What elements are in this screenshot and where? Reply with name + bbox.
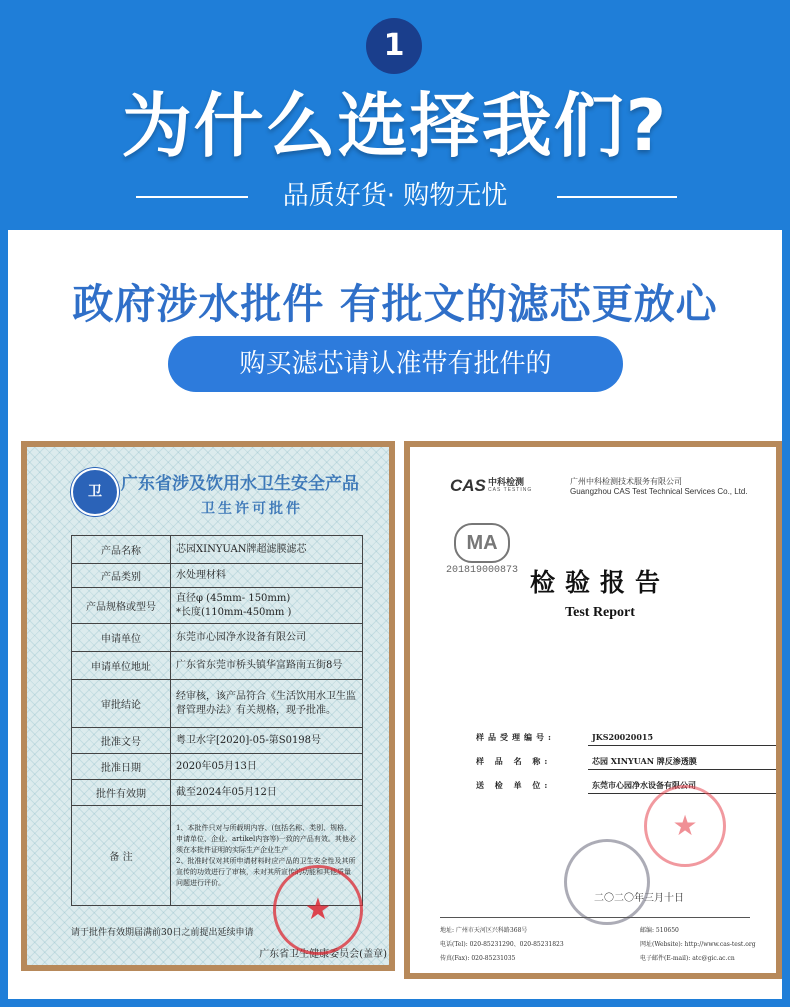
content-frame: [0, 230, 790, 1007]
row-value: 直径φ (45mm- 150mm) *长度(110mm-450mm ): [171, 588, 363, 624]
report-field-value: JKS20020015: [588, 730, 776, 746]
certificate-title: 广东省涉及饮用水卫生安全产品: [121, 474, 359, 494]
health-emblem-icon: 卫: [71, 468, 119, 516]
cma-number: 201819000873: [446, 565, 519, 576]
headline: 政府涉水批件 有批文的滤芯更放心: [72, 280, 718, 328]
row-value: 2020年05月13日: [171, 754, 363, 780]
page-subtitle: 品质好货· 购物无忧: [282, 181, 508, 211]
row-value: 芯园XINYUAN牌超滤膜滤芯: [171, 536, 363, 564]
institution-seal-icon: [564, 839, 650, 925]
report-paper: [410, 447, 776, 973]
report-field-label: 样品受理编号:: [476, 732, 555, 742]
table-row: [72, 728, 363, 754]
row-value: 粤卫水字[2020]-05-第S0198号: [171, 728, 363, 754]
row-value: 水处理材料: [171, 564, 363, 588]
section-number-badge: 1: [366, 18, 422, 74]
report-footer-fax: 传真(Fax): 020-85231035: [440, 955, 516, 962]
certificate-subtitle: 卫生许可批件: [201, 501, 303, 517]
table-row: [72, 624, 363, 652]
report-footer-tel: 电话(Tel): 020-85231290、020-85231823: [440, 941, 564, 948]
cma-mark-icon: MA: [454, 523, 510, 563]
certificate-renewal-note: 请于批件有效期届满前30日之前提出延续申请: [71, 928, 254, 938]
report-field-label: 送 检 单 位:: [476, 780, 552, 790]
cas-name-cn: 中科检测: [488, 477, 525, 487]
report-footer-email: 电子邮件(E-mail): atc@gic.ac.cn: [640, 955, 735, 962]
report-title: 检验报告: [529, 568, 670, 597]
report-date: 二〇二〇年三月十日: [594, 893, 684, 904]
report-title-en: Test Report: [565, 605, 635, 620]
row-value: 1、本批件只对与所载明内容、(包括名称、类别、规格、申请单位、企业、artikel内容等)一致的产品有效。其他必须在本批件证明的实际生产企业生产 2、批准时仅对其所申请材料时应产品的卫生安全性及其所宣传的功效进行了审核，未对其所宣传的功能和其他质量问题进行评价。: [171, 806, 363, 906]
report-field-value: 芯园 XINYUAN 牌反渗透膜: [588, 754, 776, 770]
header-banner: [0, 0, 790, 230]
table-row: [72, 780, 363, 806]
certificate-paper: [27, 447, 389, 965]
table-row: [72, 754, 363, 780]
report-footer-postcode: 邮编: 510650: [640, 927, 679, 934]
row-label: 产品名称: [72, 536, 171, 564]
certificate-issuer: 广东省卫生健康委员会(盖章): [259, 949, 387, 960]
report-field: [476, 754, 776, 768]
row-value: 经审核，该产品符合《生活饮用水卫生监督管理办法》有关规格，现予批准。: [171, 680, 363, 728]
row-label: 产品规格或型号: [72, 588, 171, 624]
row-label: 审批结论: [72, 680, 171, 728]
certificate-table: [71, 535, 363, 906]
test-report: [404, 441, 782, 979]
row-value: 广东省东莞市桥头镇华富路南五街8号: [171, 652, 363, 680]
row-value: 东莞市心园净水设备有限公司: [171, 624, 363, 652]
report-field-value: 东莞市心园净水设备有限公司: [588, 778, 776, 794]
official-seal-icon: ★: [273, 865, 363, 955]
report-footer-address: 地址: 广州市天河区兴科路368号: [440, 927, 528, 934]
institution-name-en: Guangzhou CAS Test Technical Services Co., Ltd.: [570, 487, 748, 496]
page-title: 为什么选择我们?: [121, 85, 669, 167]
table-row: [72, 536, 363, 564]
table-row: [72, 652, 363, 680]
license-certificate: [21, 441, 395, 971]
cas-name-en: CAS TESTING: [488, 487, 533, 493]
report-field: [476, 730, 776, 744]
table-row: [72, 588, 363, 624]
notice-pill: 购买滤芯请认准带有批件的: [168, 336, 623, 392]
row-label: 备 注: [72, 806, 171, 906]
content-panel: [8, 230, 782, 999]
row-value: 截至2024年05月12日: [171, 780, 363, 806]
report-field-label: 样 品 名 称:: [476, 756, 552, 766]
row-label: 申请单位地址: [72, 652, 171, 680]
cas-logo: CAS: [450, 476, 486, 495]
report-seal-icon: ★: [644, 785, 726, 867]
row-label: 批件有效期: [72, 780, 171, 806]
table-row: [72, 680, 363, 728]
report-footer-divider: [440, 917, 750, 918]
table-row: [72, 564, 363, 588]
report-footer-website: 网址(Website): http://www.cas-test.org: [640, 941, 756, 948]
report-field: [476, 778, 776, 792]
row-label: 批准文号: [72, 728, 171, 754]
row-label: 申请单位: [72, 624, 171, 652]
row-label: 批准日期: [72, 754, 171, 780]
row-label: 产品类别: [72, 564, 171, 588]
institution-name-cn: 广州中科检测技术服务有限公司: [570, 477, 682, 486]
